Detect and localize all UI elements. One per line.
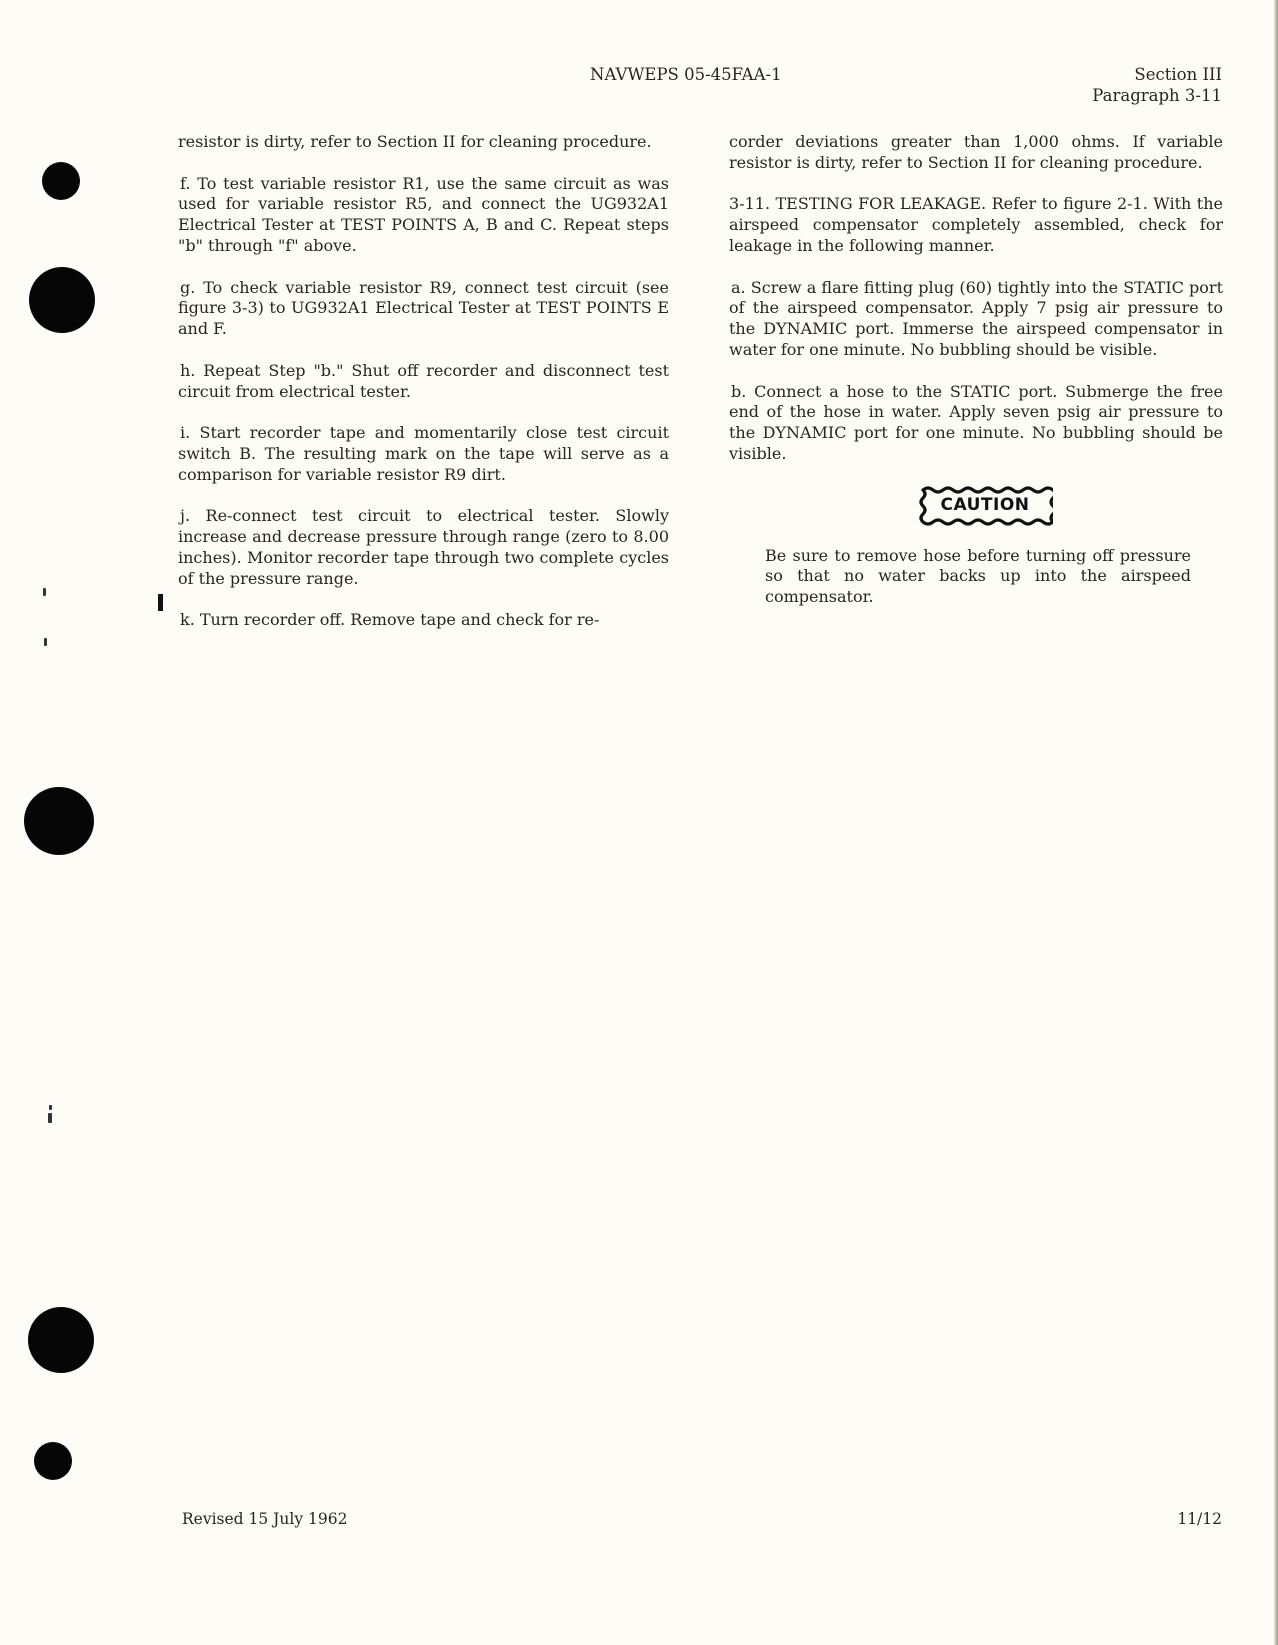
leakage-step-a: a. Screw a flare fitting plug (60) tightly into the STATIC port of the airspeed compensator. Apply 7 psig air pressure to the DYNAMIC port. Immerse the airspeed compensator in water for one minute. No bubbling should be visible. [729, 277, 1223, 359]
binder-hole-small-bottom [34, 1442, 72, 1480]
binder-hole-large [28, 1307, 94, 1373]
revision-change-bar [158, 594, 163, 611]
step-f: f. To test variable resistor R1, use the same circuit as was used for variable resistor R5, and connect the UG932A1 Electrical Tester at TEST POINTS A, B and C. Repeat steps "b" through "f" above. [178, 173, 669, 255]
caution-label: CAUTION [940, 495, 1030, 516]
binder-hole-small-top [42, 162, 80, 200]
binder-hole-large [24, 787, 94, 855]
margin-speck [44, 638, 47, 646]
leakage-step-b: b. Connect a hose to the STATIC port. Submerge the free end of the hose in water. Apply seven psig air pressure to the DYNAMIC port for one minute. No bubbling should be visible. [729, 381, 1223, 463]
page-number: 11/12 [1177, 1510, 1222, 1528]
step-i: i. Start recorder tape and momentarily close test circuit switch B. The resulting mark on the tape will serve as a comparison for variable resistor R9 dirt. [178, 423, 669, 484]
right-column [729, 132, 1223, 629]
caution-text: Be sure to remove hose before turning off pressure so that no water backs up into the airspeed compensator. [765, 545, 1191, 607]
margin-speck [48, 1113, 52, 1123]
step-j: j. Re-connect test circuit to electrical tester. Slowly increase and decrease pressure through range (zero to 8.00 inches). Monitor recorder tape through two complete cycles of the pressure range. [178, 506, 669, 588]
section-3-11-heading-paragraph: 3-11. TESTING FOR LEAKAGE. Refer to figure 2-1. With the airspeed compensator completely assembled, check for leakage in the following manner. [729, 194, 1223, 255]
margin-speck [43, 588, 46, 596]
step-h: h. Repeat Step "b." Shut off recorder and disconnect test circuit from electrical tester. [178, 360, 669, 401]
margin-speck [49, 1105, 52, 1110]
step-g: g. To check variable resistor R9, connect test circuit (see figure 3-3) to UG932A1 Electrical Tester at TEST POINTS E and F. [178, 277, 669, 339]
page-edge [1274, 0, 1278, 1645]
paragraph-label: Paragraph 3-11 [1092, 86, 1222, 105]
left-column [178, 132, 669, 652]
caution-box [917, 486, 1053, 526]
section-label: Section III [1134, 65, 1222, 84]
paragraph-continued: resistor is dirty, refer to Section II for cleaning procedure. [178, 132, 652, 151]
binder-hole-large [29, 267, 95, 333]
caution-banner [729, 486, 1223, 526]
paragraph-continued: corder deviations greater than 1,000 ohms. If variable resistor is dirty, refer to Section II for cleaning procedure. [729, 132, 1223, 172]
document-number: NAVWEPS 05-45FAA-1 [590, 65, 782, 84]
section-reference [1092, 64, 1222, 106]
revision-date: Revised 15 July 1962 [182, 1510, 348, 1528]
step-k: k. Turn recorder off. Remove tape and check for re- [180, 610, 600, 630]
